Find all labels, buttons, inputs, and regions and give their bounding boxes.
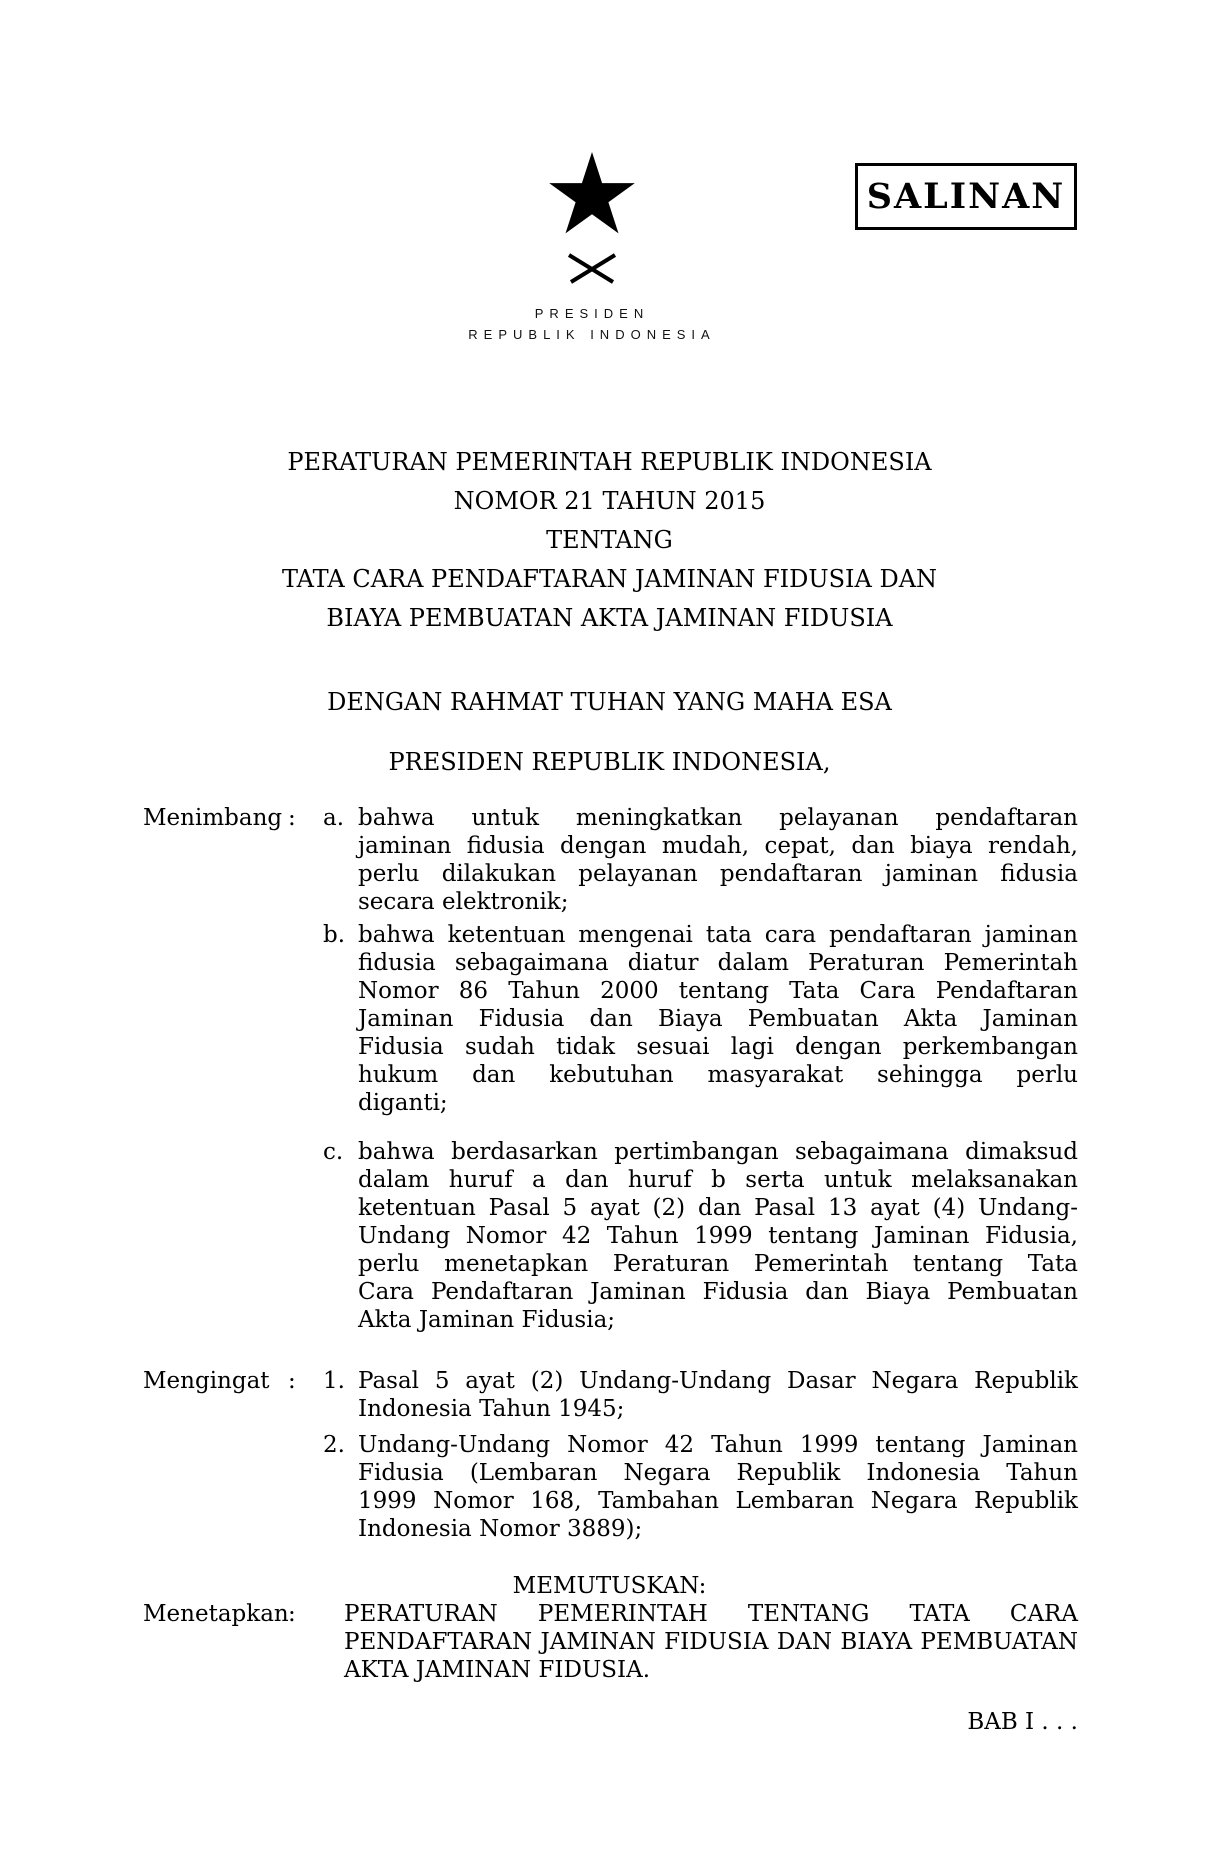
mengingat-colon: : [288,1368,296,1394]
mengingat-item-1 [323,1367,1078,1423]
document-title [0,443,1219,638]
title-line-1: PERATURAN PEMERINTAH REPUBLIK INDONESIA [287,448,932,476]
menimbang-label: Menimbang [143,805,283,831]
menetapkan-section [143,1600,1078,1684]
star-wreath-emblem-icon [517,125,667,285]
menimbang-item-c [323,1138,1078,1334]
menetapkan-text: PERATURAN PEMERINTAH TENTANG TATA CARA PENDAFTARAN JAMINAN FIDUSIA DAN BIAYA PEMBUATAN AKTA JAMINAN FIDUSIA. [344,1601,1078,1683]
invocation-line: DENGAN RAHMAT TUHAN YANG MAHA ESA [327,688,892,716]
menimbang-colon: : [288,805,296,831]
list-marker-1: 1. [323,1368,345,1394]
menimbang-item-a [323,804,1078,916]
authority-line: PRESIDEN REPUBLIK INDONESIA, [388,748,831,776]
list-marker-a: a. [323,805,345,831]
letterhead-presiden: PRESIDEN [534,306,650,321]
menimbang-item-b [323,921,1078,1117]
menimbang-item-a-text: bahwa untuk meningkatkan pelayanan pendaftaran jaminan fidusia dengan mudah, cepat, dan biaya rendah, perlu dilakukan pelayanan pendaftaran jaminan fidusia secara elektronik; [358,805,1078,915]
continuation-marker: BAB I . . . [967,1709,1078,1735]
preamble-greeting [0,688,1219,776]
letterhead [412,303,772,345]
mengingat-label: Mengingat [143,1368,270,1394]
menimbang-item-b-text: bahwa ketentuan mengenai tata cara pendaftaran jaminan fidusia sebagaimana diatur dalam Peraturan Pemerintah Nomor 86 Tahun 2000 tentang Tata Cara Pendaftaran Jaminan Fidusia dan Biaya Pembuatan Akta Jaminan Fidusia sudah tidak sesuai lagi dengan perkembangan hukum dan kebutuhan masyarakat sehingga perlu diganti; [358,922,1078,1116]
title-line-2: NOMOR 21 TAHUN 2015 [453,487,766,515]
letterhead-republik-indonesia: REPUBLIK INDONESIA [468,327,716,342]
memutuskan-heading: MEMUTUSKAN: [512,1573,707,1599]
title-line-3: TENTANG [546,526,673,554]
title-line-4: TATA CARA PENDAFTARAN JAMINAN FIDUSIA DAN [281,565,938,593]
menimbang-item-c-text: bahwa berdasarkan pertimbangan sebagaimana dimaksud dalam huruf a dan huruf b serta untuk melaksanakan ketentuan Pasal 5 ayat (2) dan Pasal 13 ayat (4) Undang- Undang Nomor 42 Tahun 1999 tentang Jaminan Fidusia, perlu menetapkan Peraturan Pemerintah tentang Tata Cara Pendaftaran Jaminan Fidusia dan Biaya Pembuatan Akta Jaminan Fidusia; [358,1139,1078,1333]
mengingat-section [143,1367,1078,1423]
title-line-5: BIAYA PEMBUATAN AKTA JAMINAN FIDUSIA [326,604,893,632]
menimbang-section [143,804,1078,916]
mengingat-item-2 [323,1431,1078,1543]
menetapkan-label: Menetapkan [143,1601,289,1627]
menetapkan-colon: : [288,1601,296,1627]
mengingat-item-2-text: Undang-Undang Nomor 42 Tahun 1999 tentang Jaminan Fidusia (Lembaran Negara Republik Indonesia Tahun 1999 Nomor 168, Tambahan Lembaran Negara Republik Indonesia Nomor 3889); [358,1432,1078,1542]
list-marker-c: c. [323,1139,344,1165]
salinan-stamp [855,163,1077,230]
mengingat-item-1-text: Pasal 5 ayat (2) Undang-Undang Dasar Negara Republik Indonesia Tahun 1945; [358,1368,1078,1422]
list-marker-2: 2. [323,1432,345,1458]
list-marker-b: b. [323,922,346,948]
salinan-stamp-label: SALINAN [866,176,1066,217]
